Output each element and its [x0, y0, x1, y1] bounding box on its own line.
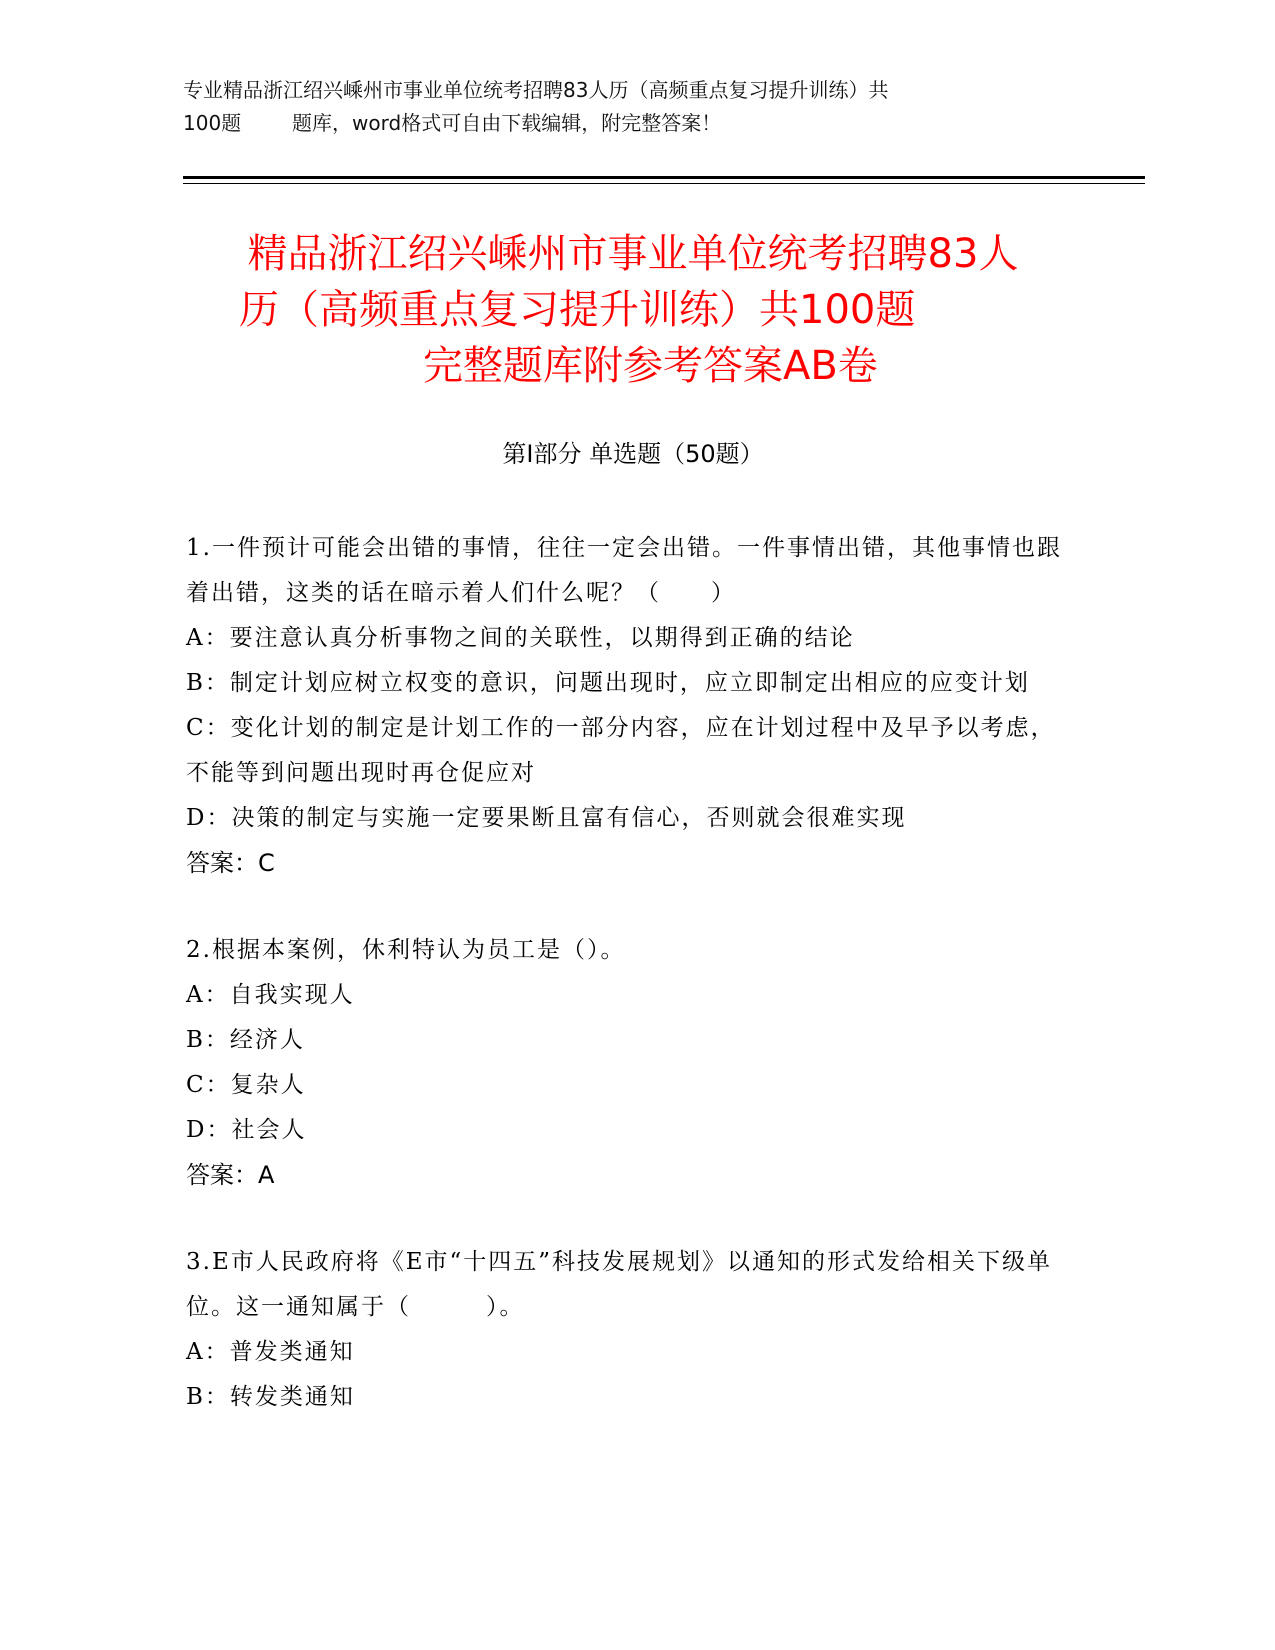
question-stem: 3.E市人民政府将《E市“十四五”科技发展规划》以通知的形式发给相关下级单位。这一通知属于（ ）。: [186, 1249, 1053, 1320]
question-2: [186, 928, 1076, 1198]
answer-line: 答案：C: [186, 849, 275, 877]
question-3: [186, 1240, 1076, 1420]
option-a: A：自我实现人: [186, 982, 355, 1008]
option-a: A：要注意认真分析事物之间的关联性，以期得到正确的结论: [186, 625, 855, 651]
header-divider-thin: [183, 183, 1145, 184]
document-title: [183, 226, 1083, 394]
question-1: [186, 526, 1076, 886]
option-b: B：经济人: [186, 1027, 305, 1053]
option-c: C：复杂人: [186, 1072, 306, 1098]
title-line-1: 精品浙江绍兴嵊州市事业单位统考招聘83人: [247, 231, 1019, 277]
option-c: C：变化计划的制定是计划工作的一部分内容，应在计划过程中及早予以考虑，不能等到问题出现时再仓促应对: [186, 715, 1056, 786]
question-list: [186, 526, 1076, 1462]
option-b: B：制定计划应树立权变的意识，问题出现时，应立即制定出相应的应变计划: [186, 670, 1030, 696]
section-heading: 第Ⅰ部分 单选题（50题）: [502, 440, 764, 468]
header-line-2: 100题 题库，word格式可自由下载编辑，附完整答案！: [183, 111, 722, 135]
header-divider-thick: [183, 176, 1145, 179]
title-line-2: 历（高频重点复习提升训练）共100题: [239, 287, 916, 333]
option-d: D：社会人: [186, 1117, 307, 1143]
document-header-note: [183, 74, 1063, 140]
title-line-3: 完整题库附参考答案AB卷: [423, 343, 878, 389]
answer-line: 答案：A: [186, 1161, 275, 1189]
header-line-1: 专业精品浙江绍兴嵊州市事业单位统考招聘83人历（高频重点复习提升训练）共: [183, 78, 889, 102]
option-d: D：决策的制定与实施一定要果断且富有信心，否则就会很难实现: [186, 805, 907, 831]
question-stem: 1.一件预计可能会出错的事情，往往一定会出错。一件事情出错，其他事情也跟着出错，这类的话在暗示着人们什么呢？（ ）: [186, 535, 1062, 606]
option-b: B：转发类通知: [186, 1384, 355, 1410]
option-a: A：普发类通知: [186, 1339, 355, 1365]
question-stem: 2.根据本案例，休利特认为员工是（）。: [186, 937, 626, 963]
